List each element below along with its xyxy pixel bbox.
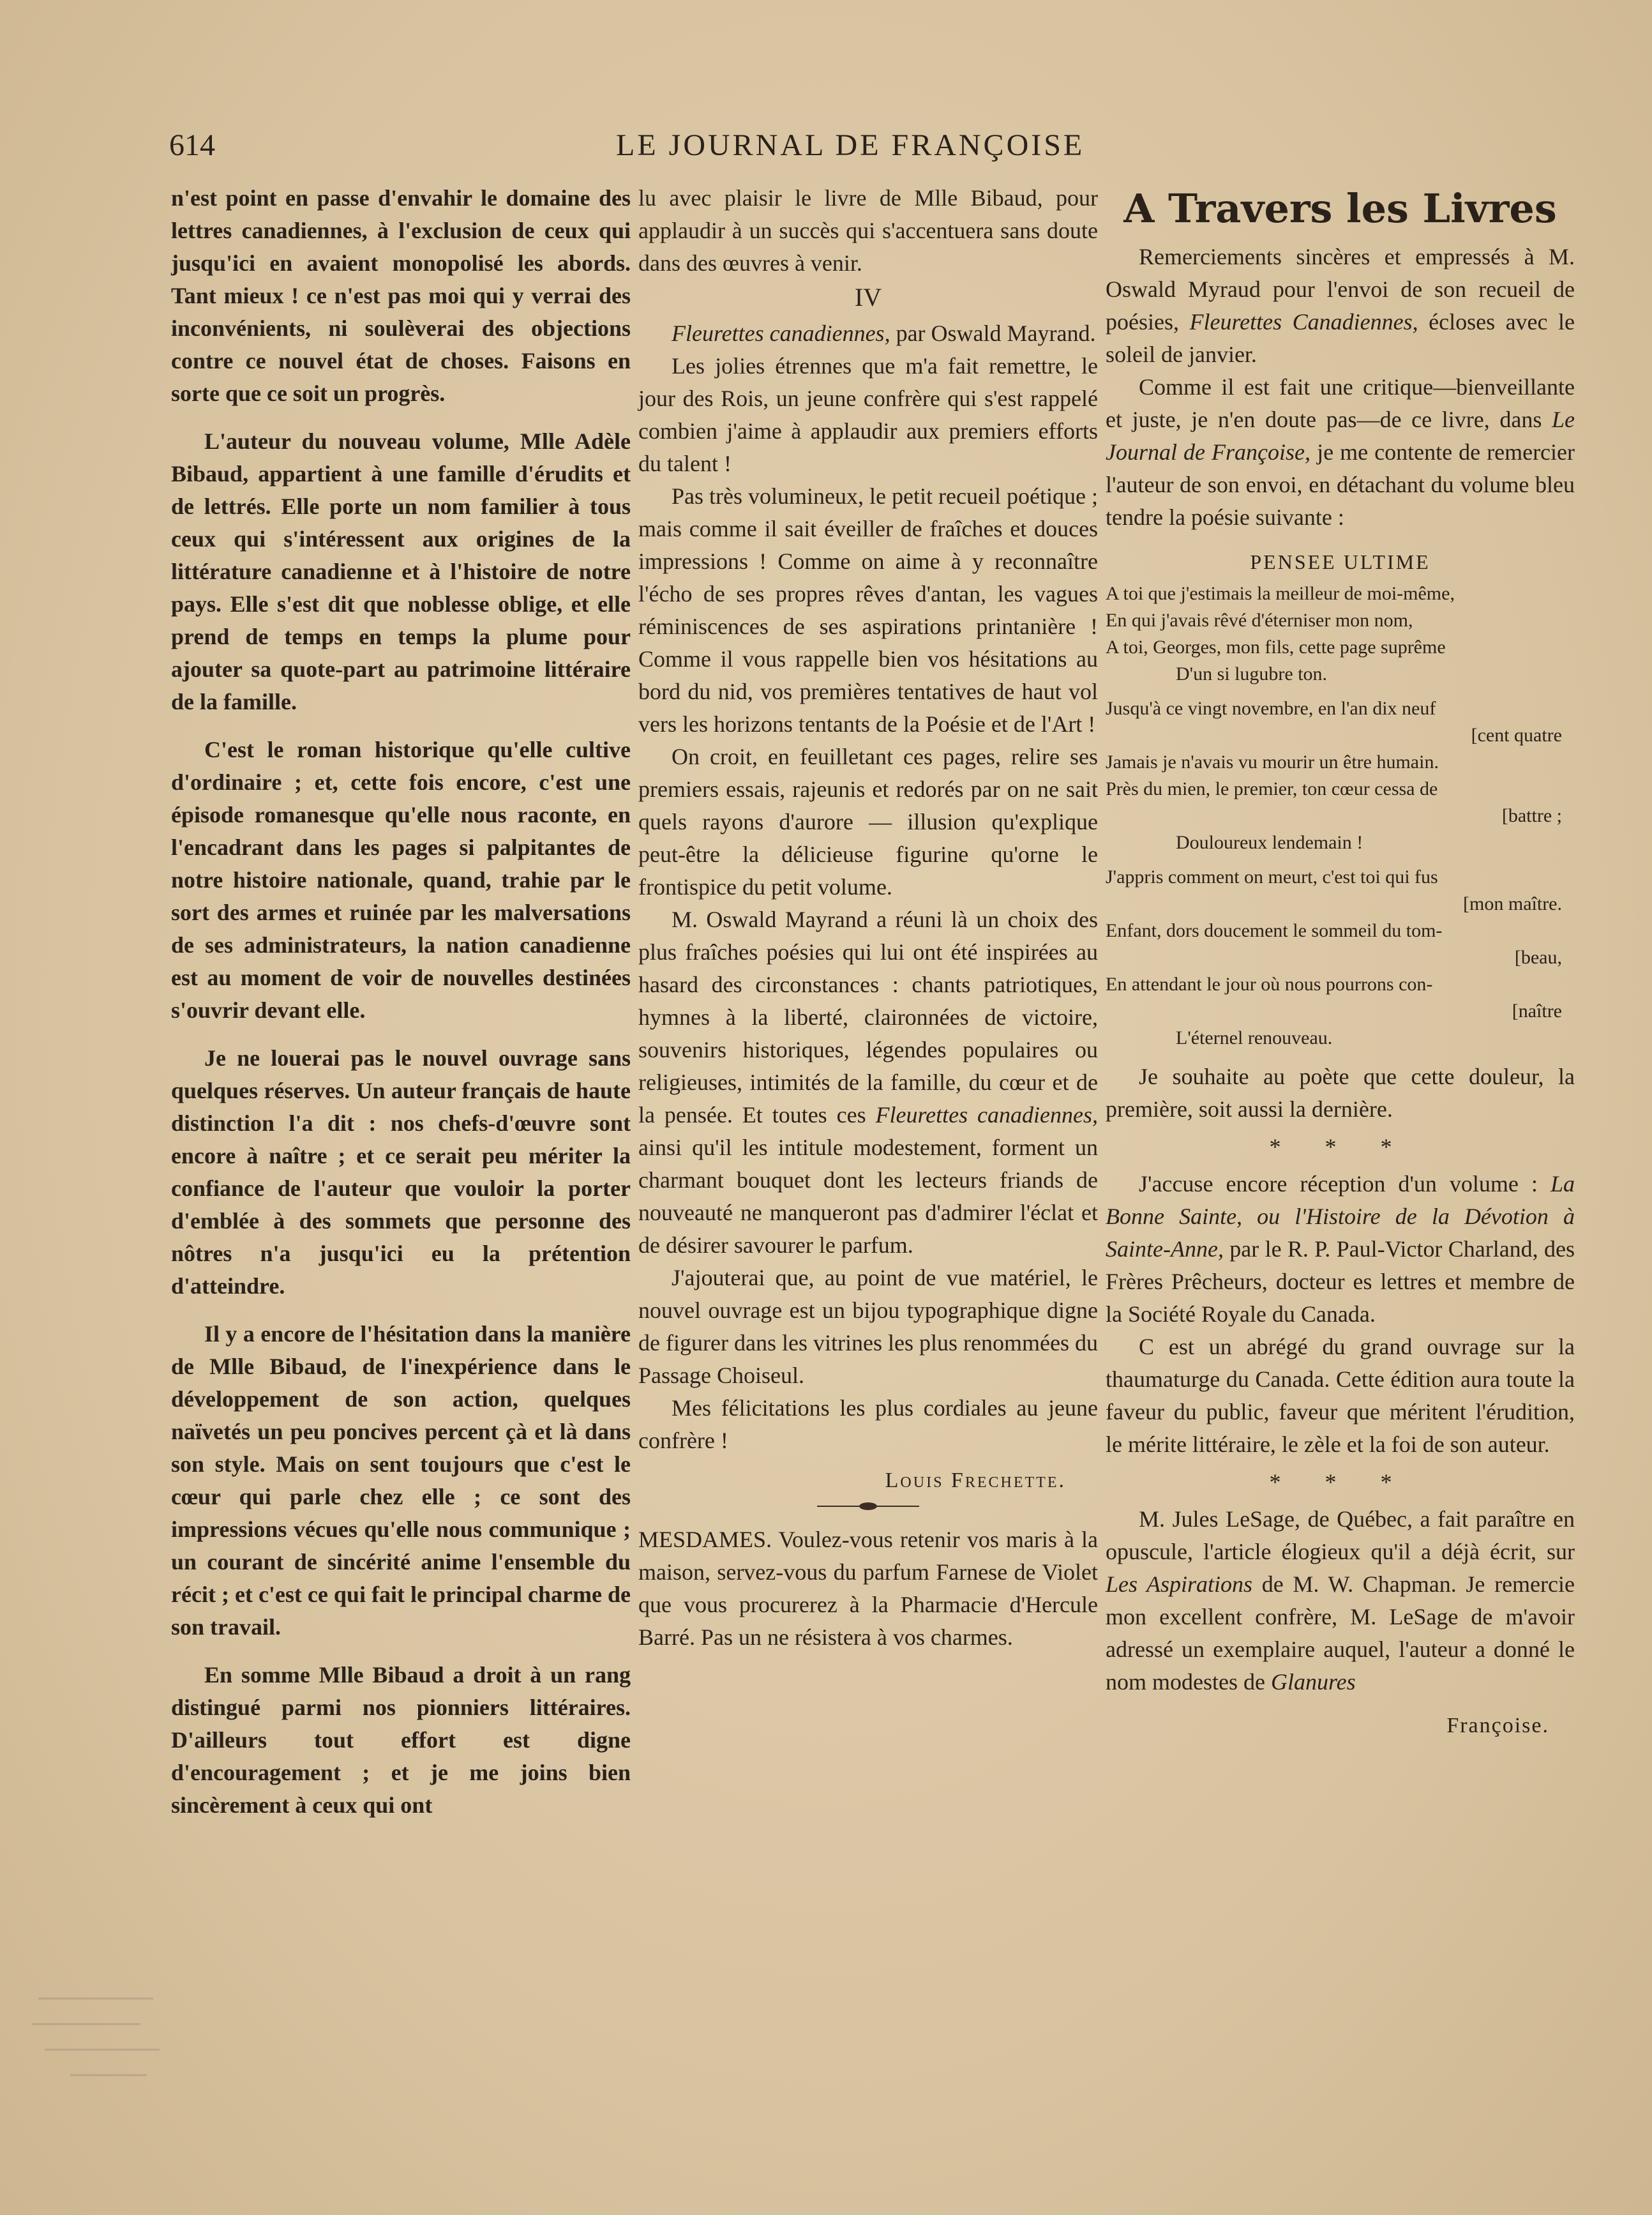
paragraph [1106,371,1575,534]
poem [1106,580,1575,1052]
paragraph [1106,1503,1575,1698]
paragraph: C'est le roman historique qu'elle cultive d'ordinaire ; et, cette fois encore, c'est une épisode romanesque qu'elle nous raconte, en l'encadrant dans les pages si palpitantes de notre histoire nationale, quand, trahie par le sort des armes et ruinée par les malversations de ses administrateurs, la nation canadienne est au moment de voir de nouvelles destinées s'ouvrir devant elle. [171,737,631,1023]
poem-line: D'un si lugubre ton. [1176,663,1328,684]
book-title: Fleurettes canadiennes, [672,321,890,346]
section-title: A Travers les Livres [1123,185,1557,232]
paragraph: Il y a encore de l'hésitation dans la manière de Mlle Bibaud, de l'inexpérience dans le développement de son action, quelques naïvetés un peu poncives percent çà et là dans son style. Mais on sent toujours que c'est le cœur qui parle chez elle ; ce sont des impressions vécues qu'elle nous communique ; un courant de sincérité anime l'ensemble du récit ; et c'est ce qui fait le principal charme de son travail. [171,1321,631,1640]
poem-line: [naître [1512,1001,1562,1022]
poem-line: Jusqu'à ce vingt novembre, en l'an dix neuf [1106,698,1436,719]
poem-line: En qui j'avais rêvé d'éterniser mon nom, [1106,610,1413,631]
poem-line: A toi que j'estimais la meilleur de moi-même, [1106,583,1455,604]
paragraph [1106,1168,1575,1331]
book-title: Glanures [1270,1669,1356,1695]
text-run: Comme il est fait une critique—bienveillante et juste, je n'en doute pas—de ce livre, dans [1106,374,1575,432]
advertisement [638,1523,1098,1654]
text-run: M. Oswald Mayrand a réuni là un choix des plus fraîches poésies qui lui ont été inspirées au hasard des circonstances : chants patriotiques, hymnes à la liberté, claironnées de victoire, souvenirs historiques, légendes populaires ou religieuses, intimités de la famille, du cœur et de la pensée. Et toutes ces [638,907,1098,1128]
poem-line: [battre ; [1501,805,1562,826]
poem-line: Enfant, dors doucement le sommeil du tom- [1106,920,1443,941]
ad-text: Voulez-vous retenir vos maris à la maison, servez-vous du parfum Farnese de Violet que vous procurerez à la Pharmacie d'Hercule Barré. Pas un ne résistera à vos charmes. [638,1527,1098,1650]
journal-title: Le Journal de Françoise, [1106,407,1575,465]
text-run: Remerciements sincères et empressés à M. Oswald Myraud pour l'envoi de son recueil de poésies, [1106,244,1575,335]
paragraph: En somme Mlle Bibaud a droit à un rang distingué parmi nos pionniers littéraires. D'ailleurs tout effort est digne d'encouragement ; et je me joins bien sincèrement à ceux qui ont [171,1662,631,1818]
poem-line: [beau, [1514,947,1562,968]
poem-line: Jamais je n'avais vu mourir un être humain. [1106,752,1439,773]
running-title: LE JOURNAL DE FRANÇOISE [616,128,1085,162]
book-title: Fleurettes canadiennes, [875,1102,1098,1128]
poem-line: En attendant le jour où nous pourrons con- [1106,974,1433,995]
middle-column [638,182,1098,1654]
section-separator: * * * [1269,1469,1411,1495]
text-run: de M. W. Chapman. Je remercie mon excellent confrère, M. LeSage de m'avoir adressé un exemplaire auquel, l'auteur a donné le nom modestes de [1106,1571,1575,1695]
ornament-icon [817,1501,919,1512]
paragraph [638,903,1098,1262]
divider-ornament [638,1497,1098,1517]
paragraph: C est un abrégé du grand ouvrage sur la thaumaturge du Canada. Cette édition aura toute la faveur du public, faveur que méritent l'érudition, le mérite littéraire, le zèle et la foi de son auteur. [1106,1334,1575,1457]
book-title: Les Aspirations [1106,1571,1253,1597]
section-separator: * * * [1269,1134,1411,1160]
left-column [171,182,631,1822]
paragraph: Je souhaite au poète que cette douleur, la première, soit aussi la dernière. [1106,1064,1575,1122]
bleed-through-icon [26,1986,166,2094]
page-header [169,128,1095,179]
poem-line: [cent quatre [1471,725,1562,746]
paragraph: Mes félicitations les plus cordiales au jeune confrère ! [638,1395,1098,1453]
text-run: je me contente de remercier l'auteur de son envoi, en détachant du volume bleu tendre la poésie suivante : [1106,439,1575,530]
paragraph: L'auteur du nouveau volume, Mlle Adèle Bibaud, appartient à une famille d'érudits et de lettrés. Elle porte un nom familier à tous ceux qui s'intéressent aux origines de la littérature canadienne et à l'histoire de notre pays. Elle s'est dit que noblesse oblige, et elle prend de temps en temps la plume pour ajouter sa quote-part au patrimoine littéraire de la famille. [171,428,631,714]
poem-line: [mon maître. [1463,893,1562,914]
text-run: par le R. P. Paul-Victor Charland, des Frères Prêcheurs, docteur es lettres et membre de la Société Royale du Canada. [1106,1236,1575,1327]
paragraph [1106,241,1575,371]
author-signature: Françoise. [1446,1714,1549,1737]
page-number: 614 [169,128,215,162]
paragraph: n'est point en passe d'envahir le domaine des lettres canadiennes, à l'exclusion de ceux qui jusqu'ici en avaient monopolisé les abords. Tant mieux ! ce n'est pas moi qui y verrai des inconvénients, ni soulèverai des objections contre ce nouvel état de choses. Faisons en sorte que ce soit un progrès. [171,185,631,406]
text-run: ainsi qu'il les intitule modestement, forment un charmant bouquet dont les lecteurs friands de nouveauté ne manqueront pas d'admirer l'éclat et de désirer savourer le parfum. [638,1135,1098,1258]
right-column [1106,179,1575,1738]
author-signature: Louis Frechette. [885,1469,1066,1492]
text-run: M. Jules LeSage, de Québec, a fait paraître en opuscule, l'article élogieux qu'il a déjà écrit, sur [1106,1506,1575,1564]
book-title: Fleurettes Canadiennes, [1189,309,1418,335]
book-heading [638,317,1098,350]
poem-line: J'appris comment on meurt, c'est toi qui fus [1106,866,1438,888]
poem-line: A toi, Georges, mon fils, cette page suprême [1106,637,1446,658]
paragraph: Pas très volumineux, le petit recueil poétique ; mais comme il sait éveiller de fraîches et douces impressions ! Comme on aime à y reconnaître l'écho de ses propres rêves d'antan, les vagues réminiscences de ses aspirations printanière ! Comme il vous rappelle bien vos hésitations au bord du nid, vos premières tentatives de haut vol vers les horizons tentants de la Poésie et de l'Art ! [638,483,1098,737]
text-run: J'accuse encore réception d'un volume : [1139,1171,1551,1197]
paragraph: Je ne louerai pas le nouvel ouvrage sans quelques réserves. Un auteur français de haute distinction l'a dit : nos chefs-d'œuvre sont encore à naître ; et ce serait peu mériter la confiance de l'auteur que vouloir la porter d'emblée à des sommets que personne des nôtres n'a jusqu'ici eu la prétention d'atteindre. [171,1045,631,1299]
book-author: par Oswald Mayrand. [890,321,1096,346]
section-number: IV [854,283,882,312]
poem-title: PENSEE ULTIME [1250,550,1430,573]
poem-line: L'éternel renouveau. [1176,1027,1333,1048]
book-title: La Bonne Sainte, ou l'Histoire de la Dévotion à Sainte-Anne, [1106,1171,1575,1262]
paragraph: lu avec plaisir le livre de Mlle Bibaud, pour applaudir à un succès qui s'accentuera sans doute dans des œuvres à venir. [638,185,1098,276]
bleed-through-marks [26,1986,166,2103]
paragraph: J'ajouterai que, au point de vue matériel, le nouvel ouvrage est un bijou typographique digne de figurer dans les vitrines les plus renommées du Passage Choiseul. [638,1265,1098,1388]
ad-lead: MESDAMES. [638,1527,772,1552]
poem-line: Douloureux lendemain ! [1176,832,1363,853]
poem-line: Près du mien, le premier, ton cœur cessa de [1106,778,1438,799]
paragraph: Les jolies étrennes que m'a fait remettre, le jour des Rois, un jeune confrère qui s'est rappelé combien j'aime à applaudir aux premiers efforts du talent ! [638,353,1098,476]
paragraph: On croit, en feuilletant ces pages, relire ses premiers essais, rajeunis et redorés par on ne sait quels rayons d'aurore — illusion qu'explique peut-être la délicieuse figurine qu'orne le frontispice du petit volume. [638,744,1098,900]
text-run: écloses avec le soleil de janvier. [1106,309,1575,367]
